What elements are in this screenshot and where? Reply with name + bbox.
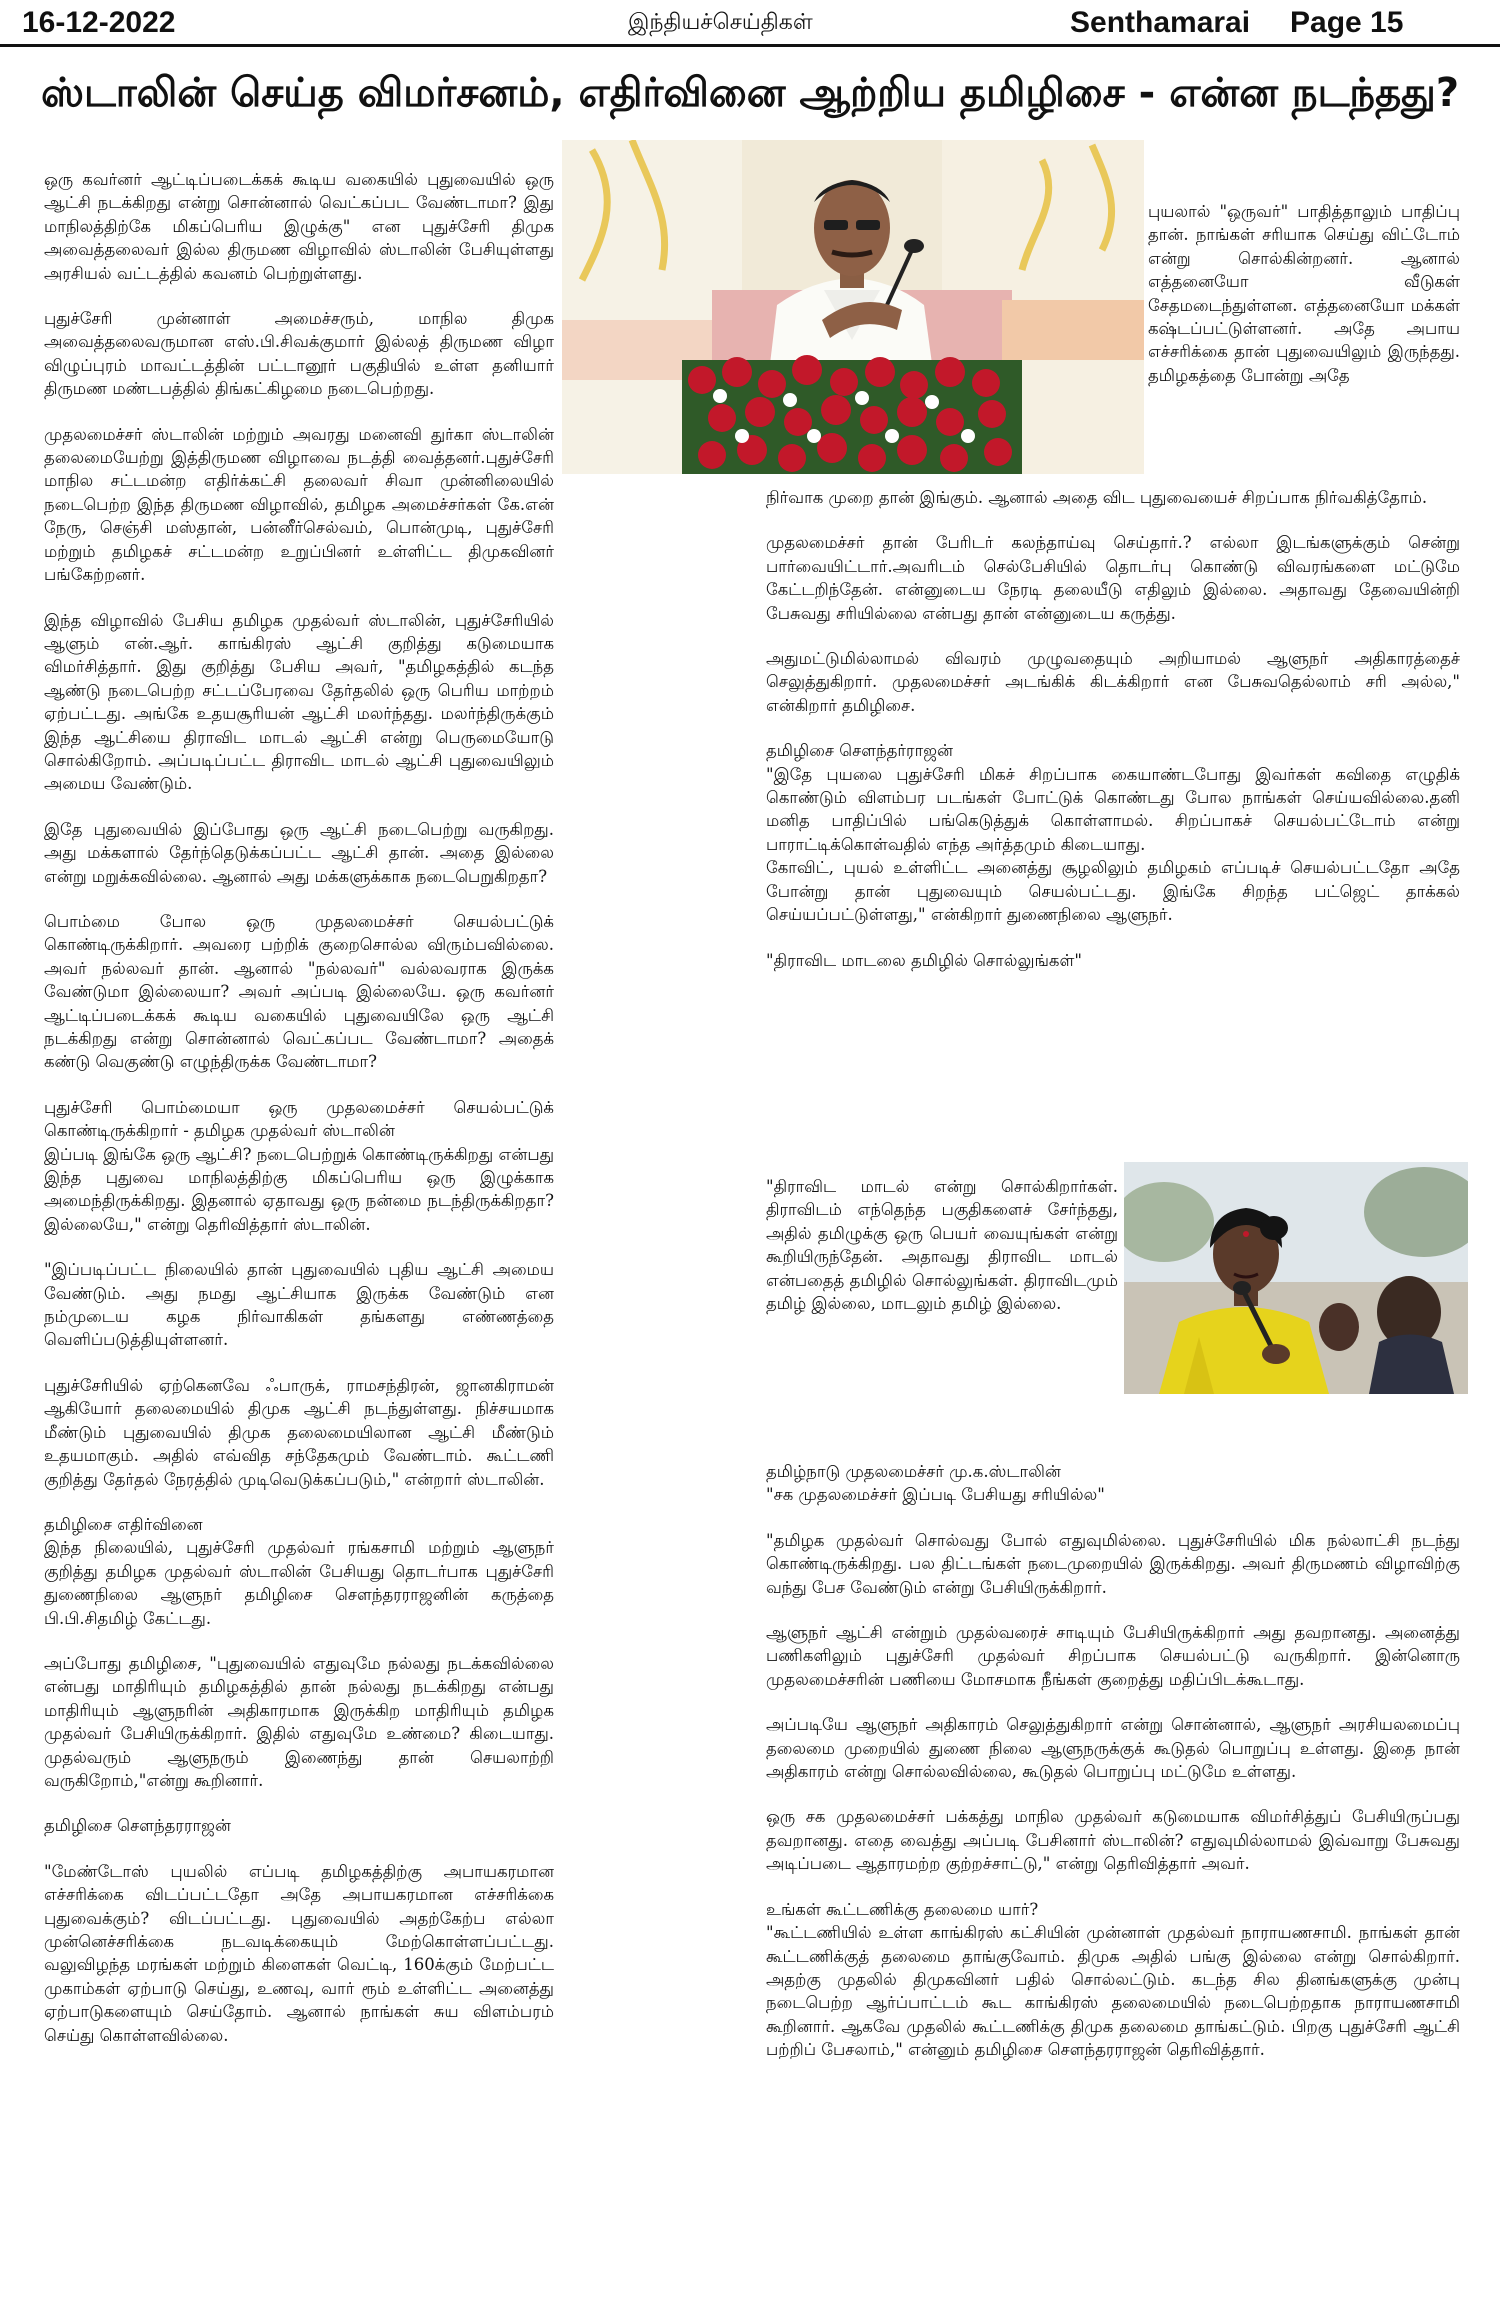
paragraph: "மேண்டோஸ் புயலில் எப்படி தமிழகத்திற்கு அபாயகரமான எச்சரிக்கை விடப்பட்டதோ அதே அபாயகரமான எச்சரிக்கை புதுவைக்கும்? விடப்பட்டது. புதுவையில் அதற்கேற்ப எல்லா முன்னெச்சரிக்கை நடவடிக்கையும் மேற்கொள்ளப்பட்டது. வலுவிழந்த மரங்கள் மற்றும் கிளைகள் வெட்டி, 160க்கும் மேற்பட்ட முகாம்கள் ஏற்பாடு செய்து, உணவு, வார் ரூம் உள்ளிட்ட அனைத்து ஏற்பாடுகளையும் செய்தோம். ஆனால் நாங்கள் சுய விளம்பரம் செய்து கொள்ளவில்லை. — [44, 1861, 554, 2045]
paragraph: முதலமைச்சர் ஸ்டாலின் மற்றும் அவரது மனைவி துர்கா ஸ்டாலின் தலைமையேற்று இத்திருமண விழாவை நடத்தி வைத்தனர்.புதுச்சேரி மாநில சட்டமன்ற எதிர்க்கட்சி தலைவர் சிவா முன்னிலையில் நடைபெற்ற இந்த திருமண விழாவில், தமிழக அமைச்சர்கள் கே.என் நேரு, செஞ்சி மஸ்தான், பன்னீர்செல்வம், பொன்முடி, புதுச்சேரி மற்றும் தமிழகச் சட்டமன்ற உறுப்பினர் உள்ளிட்ட திமுகவினர் பங்கேற்றனர். — [44, 424, 554, 585]
paragraph: பொம்மை போல ஒரு முதலமைச்சர் செயல்பட்டுக் கொண்டிருக்கிறார். அவரை பற்றிக் குறைசொல்ல விரும்பவில்லை. அவர் நல்லவர் தான். ஆனால் "நல்லவர்" வல்லவராக இருக்க வேண்டுமா இல்லையா? அவர் அப்படி இல்லையே. ஒரு கவர்னர் ஆட்டிப்படைக்கக் கூடிய வகையில் புதுவையிலே ஒரு ஆட்சி நடக்கிறது என்று சொன்னால் வெட்கப்பட வேண்டாமா? அதைக் கண்டு வெகுண்டு எழுந்திருக்க வேண்டாமா? — [44, 911, 554, 1072]
subheading: "திராவிட மாடலை தமிழில் சொல்லுங்கள்" — [766, 950, 1082, 970]
right-column-upper — [766, 486, 1460, 994]
subheading: புதுச்சேரி பொம்மையா ஒரு முதலமைச்சர் செயல்பட்டுக் கொண்டிருக்கிறார் - தமிழக முதல்வர் ஸ்டாலின் — [44, 1097, 554, 1141]
publication-name: Senthamarai — [1070, 6, 1251, 39]
tamilisai-speaking-photo — [1124, 1162, 1468, 1394]
section-title: இந்தியச்செய்திகள் — [628, 10, 813, 35]
paragraph: இந்த விழாவில் பேசிய தமிழக முதல்வர் ஸ்டாலின், புதுச்சேரியில் ஆளும் என்.ஆர். காங்கிரஸ் ஆட்சி குறித்து கடுமையாக விமர்சித்தார். இது குறித்து பேசிய அவர், "தமிழகத்தில் கடந்த ஆண்டு நடைபெற்ற சட்டப்பேரவை தேர்தலில் ஒரு பெரிய மாற்றம் ஏற்பட்டது. அங்கே உதயசூரியன் ஆட்சி மலர்ந்தது. மலர்ந்திருக்கும் இந்த ஆட்சியை திராவிட மாடல் ஆட்சி என்று பெருமையோடு சொல்கிறோம். அப்படிப்பட்ட திராவிட மாடல் ஆட்சி புதுவையிலும் அமைய வேண்டும். — [44, 610, 554, 794]
paragraph: ஆளுநர் ஆட்சி என்றும் முதல்வரைச் சாடியும் பேசியிருக்கிறார் அது தவறானது. அனைத்து பணிகளிலும் புதுச்சேரி முதல்வர் சிறப்பாக செயல்பட்டு வருகிறார். இன்னொரு முதலமைச்சரின் பணியை மோசமாக நீங்கள் குறைத்து மதிப்பிடக்கூடாது. — [766, 1623, 1460, 1689]
issue-date: 16-12-2022 — [22, 6, 176, 39]
paragraph: முதலமைச்சர் தான் பேரிடர் கலந்தாய்வு செய்தார்.? எல்லா இடங்களுக்கும் சென்று பார்வையிட்டார்.அவரிடம் செல்பேசியில் தொடர்பு கொண்டு விவரங்களை மட்டுமே கேட்டறிந்தேன். என்னுடைய நேரடி தலையீடு எதிலும் இல்லை. அதாவது தேவையின்றி பேசுவது சரியில்லை என்பது தான் என்னுடைய கருத்து. — [766, 533, 1460, 623]
paragraph: புதுச்சேரியில் ஏற்கெனவே ஃபாருக், ராமசந்திரன், ஜானகிராமன் ஆகியோர் தலைமையில் திமுக ஆட்சி நடந்துள்ளது. நிச்சயமாக மீண்டும் புதுவையில் திமுக தலைமையிலான ஆட்சி மீண்டும் உதயமாகும். அதில் எவ்வித சந்தேகமும் வேண்டாம். கூட்டணி குறித்து தேர்தல் நேரத்தில் முடிவெடுக்கப்படும்," என்றார் ஸ்டாலின். — [44, 1375, 554, 1489]
tamilisai-photo-graphic — [1124, 1162, 1468, 1394]
paragraph: "இதே புயலை புதுச்சேரி மிகச் சிறப்பாக கையாண்டபோது இவர்கள் கவிதை எழுதிக் கொண்டும் விளம்பர படங்கள் போட்டுக் கொண்டது போல நாங்கள் செய்யவில்லை.தனி மனித பாதிப்பில் பங்கெடுத்துக் கொள்ளாமல். சிறப்பாகச் செயல்பட்டோம் என்று பாராட்டிக்கொள்வதில் எந்த அர்த்தமும் கிடையாது. — [766, 764, 1460, 854]
paragraph: கோவிட், புயல் உள்ளிட்ட அனைத்து சூழலிலும் தமிழகம் எப்படிச் செயல்பட்டதோ அதே போன்று தான் புதுவையும் செயல்பட்டது. இங்கே சிறந்த பட்ஜெட் தாக்கல் செய்யப்பட்டுள்ளது," என்கிறார் துணைநிலை ஆளுநர். — [766, 858, 1460, 925]
paragraph: அப்போது தமிழிசை, "புதுவையில் எதுவுமே நல்லது நடக்கவில்லை என்பது மாதிரியும் தமிழகத்தில் தான் நல்லது நடக்கிறது என்பது மாதிரியும் ஆளுநரின் அதிகாரமாக இருக்கிற மாதிரியும் தமிழக முதல்வர் பேசியிருக்கிறார். இதில் எதுவுமே உண்மை? கிடையாது. முதல்வரும் ஆளுநரும் இணைந்து தான் செயலாற்றி வருகிறோம்,"என்று கூறினார். — [44, 1653, 554, 1790]
left-column — [44, 168, 554, 2069]
subheading: "சக முதலமைச்சர் இப்படி பேசியது சரியில்ல" — [766, 1485, 1105, 1505]
paragraph: அதுமட்டுமில்லாமல் விவரம் முழுவதையும் அறியாமல் ஆளுநர் அதிகாரத்தைச் செலுத்துகிறார். முதலமைச்சர் அடங்கிக் கிடக்கிறார் என பேசுவதெல்லாம் சரி அல்ல," என்கிறார் தமிழிசை. — [766, 649, 1460, 715]
paragraph: புதுச்சேரி முன்னாள் அமைச்சரும், மாநில திமுக அவைத்தலைவருமான எஸ்.பி.சிவக்குமார் இல்லத் திருமண விழா விழுப்புரம் மாவட்டத்தின் பட்டானூர் பகுதியில் உள்ள தனியார் திருமண மண்டபத்தில் திங்கட்கிழமை நடைபெற்றது. — [44, 309, 554, 399]
right-column-lower — [766, 1460, 1460, 2062]
paragraph: புயலால் "ஒருவர்" பாதித்தாலும் பாதிப்பு தான். நாங்கள் சரியாக செய்து விட்டோம் என்று சொல்கின்றனர். ஆனால் எத்தனையோ வீடுகள் சேதமடைந்துள்ளன. எத்தனையோ மக்கள் கஷ்டப்பட்டுள்ளனர். அதே அபாய எச்சரிக்கை தான் புதுவையிலும் இருந்தது. தமிழகத்தை போன்று அதே — [1148, 202, 1460, 385]
paragraph: "திராவிட மாடல் என்று சொல்கிறார்கள். திராவிடம் எந்தெந்த பகுதிகளைச் சேர்ந்தது, அதில் தமிழுக்கு ஒரு பெயர் வையுங்கள் என்று கூறியிருந்தேன். அதாவது திராவிட மாடல் என்பதைத் தமிழில் சொல்லுங்கள். திராவிடமும் தமிழ் இல்லை, மாடலும் தமிழ் இல்லை. — [766, 1177, 1118, 1314]
masthead-divider — [0, 44, 1500, 47]
paragraph: "இப்படிப்பட்ட நிலையில் தான் புதுவையில் புதிய ஆட்சி அமைய வேண்டும். அது நமது ஆட்சியாக இருக்க வேண்டும் என நம்முடைய கழக நிர்வாகிகள் தங்களது எண்ணத்தை வெளிப்படுத்தியுள்ளனர். — [44, 1260, 554, 1350]
paragraph: நிர்வாக முறை தான் இங்கும். ஆனால் அதை விட புதுவையைச் சிறப்பாக நிர்வகித்தோம். — [766, 488, 1428, 507]
paragraph: "கூட்டணியில் உள்ள காங்கிரஸ் கட்சியின் முன்னாள் முதல்வர் நாராயணசாமி. நாங்கள் தான் கூட்டணிக்குத் தலைமை தாங்குவோம். திமுக அதில் பங்கு இல்லை என்று சொல்கிறார். அதற்கு முதலில் திமுகவினர் பதில் சொல்லட்டும். கடந்த சில தினங்களுக்கு முன்பு நடைபெற்ற ஆர்ப்பாட்டம் கூட காங்கிரஸ் தலைமையில் நடைபெற்றதாக நாராயணசாமி கூறினார். ஆகவே முதலில் கூட்டணிக்கு திமுக தலைமை தாங்கட்டும். பிறகு புதுச்சேரி ஆட்சி பற்றிப் பேசலாம்," என்னும் தமிழிசை சௌந்தரராஜன் தெரிவித்தார். — [766, 1923, 1460, 2060]
paragraph: அப்படியே ஆளுநர் அதிகாரம் செலுத்துகிறார் என்று சொன்னால், ஆளுநர் அரசியலமைப்பு தலைமை முறையில் துணை நிலை ஆளுநருக்குக் கூடுதல் பொறுப்பு உள்ளது. இதை நான் அதிகாரம் என்று சொல்லவில்லை, கூடுதல் பொறுப்பு மட்டுமே உள்ளது. — [766, 1715, 1460, 1782]
subheading: தமிழிசை சௌந்தரராஜன் — [44, 1816, 231, 1836]
article-headline: ஸ்டாலின் செய்த விமர்சனம், எதிர்வினை ஆற்றிய தமிழிசை - என்ன நடந்தது? — [40, 70, 1460, 116]
beside-photo-column — [1148, 200, 1460, 387]
paragraph: ஒரு கவர்னர் ஆட்டிப்படைக்கக் கூடிய வகையில் புதுவையில் ஒரு ஆட்சி நடக்கிறது என்று சொன்னால் வெட்கப்பட வேண்டாமா? இது மாநிலத்திற்கே மிகப்பெரிய இழுக்கு" என புதுச்சேரி திமுக அவைத்தலைவர் இல்ல திருமண விழாவில் ஸ்டாலின் பேசியுள்ளது அரசியல் வட்டத்தில் கவனம் பெற்றுள்ளது. — [44, 170, 554, 283]
paragraph: "தமிழக முதல்வர் சொல்வது போல் எதுவுமில்லை. புதுச்சேரியில் மிக நல்லாட்சி நடந்து கொண்டிருக்கிறது. பல திட்டங்கள் நடைமுறையில் இருக்கிறது. அவர் திருமணம் விழாவிற்கு வந்து பேச வேண்டும் என்று பேசியிருக்கிறார். — [766, 1530, 1460, 1597]
masthead — [0, 0, 1500, 42]
paragraph: இப்படி இங்கே ஒரு ஆட்சி? நடைபெற்றுக் கொண்டிருக்கிறது என்பது இந்த புதுவை மாநிலத்திற்கு மிகப்பெரிய ஒரு இழுக்காக அமைந்திருக்கிறது. இதனால் ஏதாவது ஒரு நன்மை நடந்திருக்கிறதா? இல்லையே," என்று தெரிவித்தார் ஸ்டாலின். — [44, 1144, 554, 1234]
subheading: தமிழிசை சௌந்தர்ராஜன் — [766, 741, 953, 761]
subheading: தமிழிசை எதிர்வினை — [44, 1514, 203, 1534]
paragraph: இந்த நிலையில், புதுச்சேரி முதல்வர் ரங்கசாமி மற்றும் ஆளுநர் குறித்து தமிழக முதல்வர் ஸ்டாலின் பேசியது தொடர்பாக புதுச்சேரி துணைநிலை ஆளுநர் தமிழிசை சௌந்தரராஜனின் கருத்தை பி.பி.சிதமிழ் கேட்டது. — [44, 1538, 554, 1628]
stalin-photo-graphic — [562, 140, 1144, 474]
paragraph: ஒரு சக முதலமைச்சர் பக்கத்து மாநில முதல்வர் கடுமையாக விமர்சித்துப் பேசியிருப்பது தவறானது. எதை வைத்து அப்படி பேசினார் ஸ்டாலின்? எதுவுமில்லாமல் இவ்வாறு பேசுவது அடிப்படை ஆதாரமற்ற குற்றச்சாட்டு," என்று தெரிவித்தார் அவர். — [766, 1807, 1460, 1874]
subheading: உங்கள் கூட்டணிக்கு தலைமை யார்? — [766, 1899, 1039, 1919]
paragraph: இதே புதுவையில் இப்போது ஒரு ஆட்சி நடைபெற்று வருகிறது. அது மக்களால் தேர்ந்தெடுக்கப்பட்ட ஆட்சி தான். அதை இல்லை என்று மறுக்கவில்லை. ஆனால் அது மக்களுக்காக நடைபெறுகிறதா? — [44, 819, 554, 886]
subheading: தமிழ்நாடு முதலமைச்சர் மு.க.ஸ்டாலின் — [766, 1462, 1061, 1481]
page-number: Page 15 — [1290, 6, 1404, 39]
stalin-speaking-photo — [562, 140, 1144, 474]
beside-photo2-column — [766, 1175, 1118, 1315]
